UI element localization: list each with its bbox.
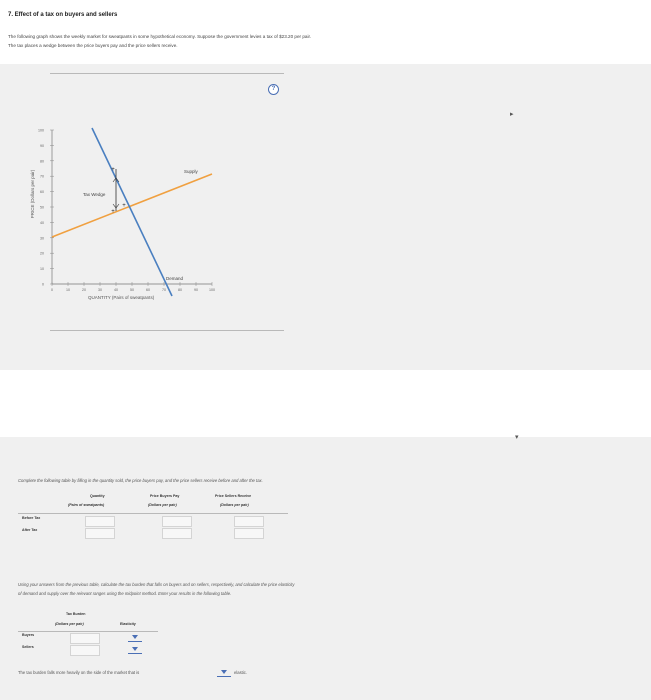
x-tick-label: 100 — [209, 288, 215, 292]
x-tick-label: 20 — [82, 288, 86, 292]
table2-header-rule — [18, 631, 158, 632]
row-after-tax: After Tax — [22, 528, 38, 532]
y-tick-label: 90 — [40, 143, 44, 148]
supply-curve — [52, 174, 212, 237]
x-ticks — [51, 282, 215, 292]
chevron-down-icon — [221, 670, 227, 674]
intro-line-2: The tax places a wedge between the price buyers pay and the price sellers receive. — [8, 43, 178, 48]
buyers-elasticity-dropdown[interactable] — [128, 633, 142, 642]
chevron-down-icon — [132, 647, 138, 651]
row-before-tax: Before Tax — [22, 516, 41, 520]
x-tick-label: 90 — [194, 288, 198, 292]
table2-instruction-line-2: of demand and supply over the relevant ranges using the midpoint method. Enter your results in the following table. — [18, 591, 232, 596]
row-buyers: Buyers — [22, 633, 35, 637]
x-tick-label: 0 — [51, 288, 53, 292]
supply-label: Supply — [184, 169, 198, 174]
y-tick-label: 10 — [40, 267, 44, 272]
x-axis-label: QUANTITY (Pairs of sweatpants) — [88, 295, 155, 300]
x-tick-label: 70 — [162, 288, 166, 292]
y-tick-label: 50 — [40, 205, 44, 210]
table1-instruction: Complete the following table by filling in the quantity sold, the price buyers pay, and the price sellers receive before and after the tax. — [18, 478, 263, 483]
y-tick-label: 40 — [40, 220, 44, 225]
conclusion-suffix: elastic. — [234, 670, 248, 675]
cursor-icon: ▸ — [510, 111, 514, 118]
y-axis-label: PRICE (Dollars per pair) — [30, 169, 35, 219]
tables-panel — [0, 437, 651, 700]
table2-instruction-line-1: Using your answers from the previous table, calculate the tax burden that falls on buyers and on sellers, respectively, and calculate the price elasticity — [18, 582, 295, 587]
wedge-top-marker: + — [111, 167, 115, 173]
x-tick-label: 40 — [114, 288, 118, 292]
y-tick-label: 100 — [38, 128, 44, 133]
col-quantity: Quantity — [90, 494, 105, 498]
after-tax-buyers-pay-input[interactable] — [162, 528, 192, 539]
question-intro — [8, 32, 568, 50]
y-tick-label: 20 — [40, 251, 44, 256]
col-tax-burden: Tax Burden — [66, 612, 86, 616]
x-tick-label: 10 — [66, 288, 70, 292]
cursor-icon-2: ▾ — [515, 434, 519, 441]
col-buyers-pay: Price Buyers Pay — [150, 494, 180, 498]
table1-header-rule — [18, 513, 288, 514]
x-tick-label: 60 — [146, 288, 150, 292]
after-tax-sellers-receive-input[interactable] — [234, 528, 264, 539]
buyers-burden-input[interactable] — [70, 633, 100, 644]
x-tick-label: 50 — [130, 288, 134, 292]
y-tick-label: 0 — [42, 282, 44, 287]
y-tick-label: 60 — [40, 190, 44, 195]
sellers-burden-input[interactable] — [70, 645, 100, 656]
demand-label: Demand — [166, 276, 184, 281]
col-sellers-receive-sub: (Dollars per pair) — [220, 503, 249, 507]
conclusion-elasticity-dropdown[interactable] — [217, 668, 231, 677]
wedge-bottom-marker: + — [111, 209, 115, 215]
sellers-elasticity-dropdown[interactable] — [128, 645, 142, 654]
before-tax-sellers-receive-input[interactable] — [234, 516, 264, 527]
before-tax-buyers-pay-input[interactable] — [162, 516, 192, 527]
tax-wedge-label: Tax Wedge — [83, 192, 106, 197]
demand-curve — [92, 128, 172, 296]
col-elasticity: Elasticity — [120, 622, 136, 626]
after-tax-quantity-input[interactable] — [85, 528, 115, 539]
chevron-down-icon — [132, 635, 138, 639]
intro-line-1: The following graph shows the weekly market for sweatpants in some hypothetical economy. Suppose the government levies a tax of $23.20 per pair. — [8, 34, 312, 39]
conclusion-text: The tax burden falls more heavily on the side of the market that is — [18, 670, 140, 675]
y-tick-label: 70 — [40, 174, 44, 179]
col-buyers-pay-sub: (Dollars per pair) — [148, 503, 177, 507]
col-sellers-receive: Price Sellers Receive — [215, 494, 252, 498]
equilibrium-marker: + — [122, 203, 126, 209]
table2-instruction — [18, 580, 558, 598]
question-title: 7. Effect of a tax on buyers and sellers — [8, 12, 118, 18]
help-icon[interactable]: ? — [268, 84, 279, 95]
col-tax-burden-sub: (Dollars per pair) — [55, 622, 84, 626]
supply-demand-graph[interactable] — [0, 64, 300, 324]
y-ticks — [38, 129, 54, 287]
y-tick-label: 30 — [40, 236, 44, 241]
row-sellers: Sellers — [22, 645, 34, 649]
before-tax-quantity-input[interactable] — [85, 516, 115, 527]
graph-bottom-rule — [50, 330, 284, 331]
x-tick-label: 80 — [178, 288, 182, 292]
col-quantity-sub: (Pairs of sweatpants) — [68, 503, 105, 507]
x-tick-label: 30 — [98, 288, 102, 292]
y-tick-label: 80 — [40, 159, 44, 164]
